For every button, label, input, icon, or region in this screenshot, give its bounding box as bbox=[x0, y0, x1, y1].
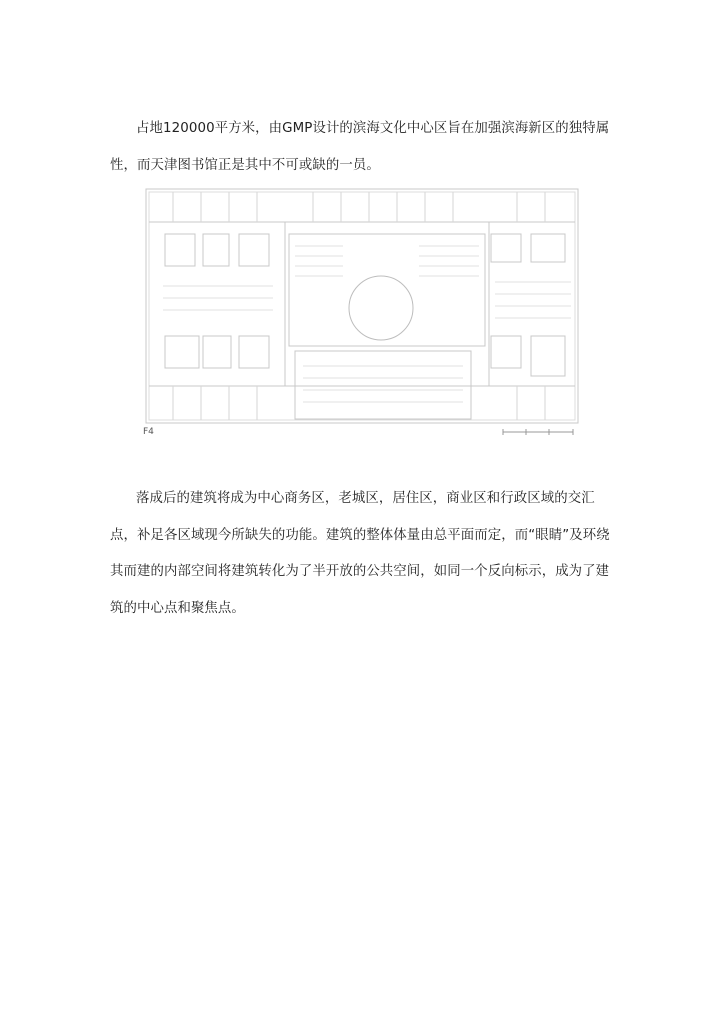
body-paragraph: 落成后的建筑将成为中心商务区，老城区，居住区，商业区和行政区域的交汇点，补足各区域现今所缺失的功能。建筑的整体体量由总平面而定，而“眼睛”及环绕其而建的内部空间将建筑转化为了半开放的公共空间，如同一个反向标示，成为了建筑的中心点和聚焦点。 bbox=[110, 491, 610, 616]
floor-label: F4 bbox=[143, 427, 154, 436]
floor-plan-drawing bbox=[143, 186, 583, 436]
intro-paragraph: 占地120000平方米，由GMP设计的滨海文化中心区旨在加强滨海新区的独特属性，而天津图书馆正是其中不可或缺的一员。 bbox=[110, 121, 610, 173]
floor-plan-figure bbox=[143, 186, 583, 436]
